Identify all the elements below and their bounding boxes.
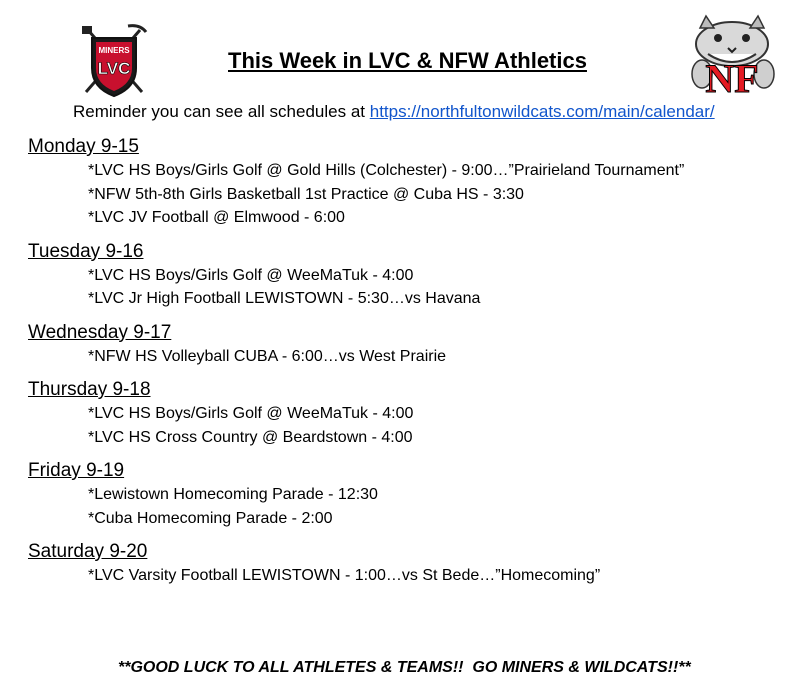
logo-nf-text: NF bbox=[705, 56, 759, 98]
footer-message: **GOOD LUCK TO ALL ATHLETES & TEAMS!! GO MINERS & WILDCATS!!** bbox=[118, 659, 691, 676]
day-title: Friday 9-19 bbox=[28, 460, 125, 481]
event-item: *LVC HS Boys/Girls Golf @ WeeMaTuk - 4:00 bbox=[88, 266, 414, 284]
day-section bbox=[28, 321, 798, 369]
day-title: Wednesday 9-17 bbox=[28, 321, 172, 343]
day-title: Tuesday 9-16 bbox=[28, 240, 144, 262]
event-item: *LVC HS Boys/Girls Golf @ Gold Hills (Colchester) - 9:00…”Prairieland Tournament” bbox=[88, 162, 685, 179]
lvc-miners-logo bbox=[78, 22, 150, 100]
event-item: *LVC Jr High Football LEWISTOWN - 5:30…vs Havana bbox=[88, 290, 481, 307]
reminder-line bbox=[73, 102, 715, 122]
day-title: Saturday 9-20 bbox=[28, 541, 148, 562]
event-item: *LVC Varsity Football LEWISTOWN - 1:00…vs St Bede…”Homecoming” bbox=[88, 567, 601, 584]
day-section bbox=[28, 459, 798, 530]
day-title: Monday 9-15 bbox=[28, 136, 139, 157]
page-title: This Week in LVC & NFW Athletics bbox=[228, 48, 587, 73]
nf-wildcat-logo bbox=[688, 14, 776, 98]
event-item: *Cuba Homecoming Parade - 2:00 bbox=[88, 509, 333, 527]
event-item: *Lewistown Homecoming Parade - 12:30 bbox=[88, 486, 378, 503]
day-section bbox=[28, 540, 798, 588]
day-section bbox=[28, 378, 798, 449]
calendar-link[interactable]: https://northfultonwildcats.com/main/calendar/ bbox=[369, 102, 715, 121]
event-item: *LVC HS Cross Country @ Beardstown - 4:00 bbox=[88, 428, 413, 446]
event-item: *LVC JV Football @ Elmwood - 6:00 bbox=[88, 209, 345, 226]
event-item: *LVC HS Boys/Girls Golf @ WeeMaTuk - 4:00 bbox=[88, 405, 414, 422]
logo-lvc-text: LVC bbox=[97, 59, 131, 78]
day-title: Thursday 9-18 bbox=[28, 379, 151, 400]
logo-miners-text: MINERS bbox=[98, 46, 130, 55]
reminder-text: Reminder you can see all schedules at bbox=[73, 102, 370, 121]
day-section bbox=[28, 135, 798, 230]
weekly-schedule bbox=[28, 135, 798, 598]
event-item: *NFW HS Volleyball CUBA - 6:00…vs West Prairie bbox=[88, 347, 447, 365]
event-item: *NFW 5th-8th Girls Basketball 1st Practice @ Cuba HS - 3:30 bbox=[88, 185, 524, 203]
day-section bbox=[28, 240, 798, 311]
